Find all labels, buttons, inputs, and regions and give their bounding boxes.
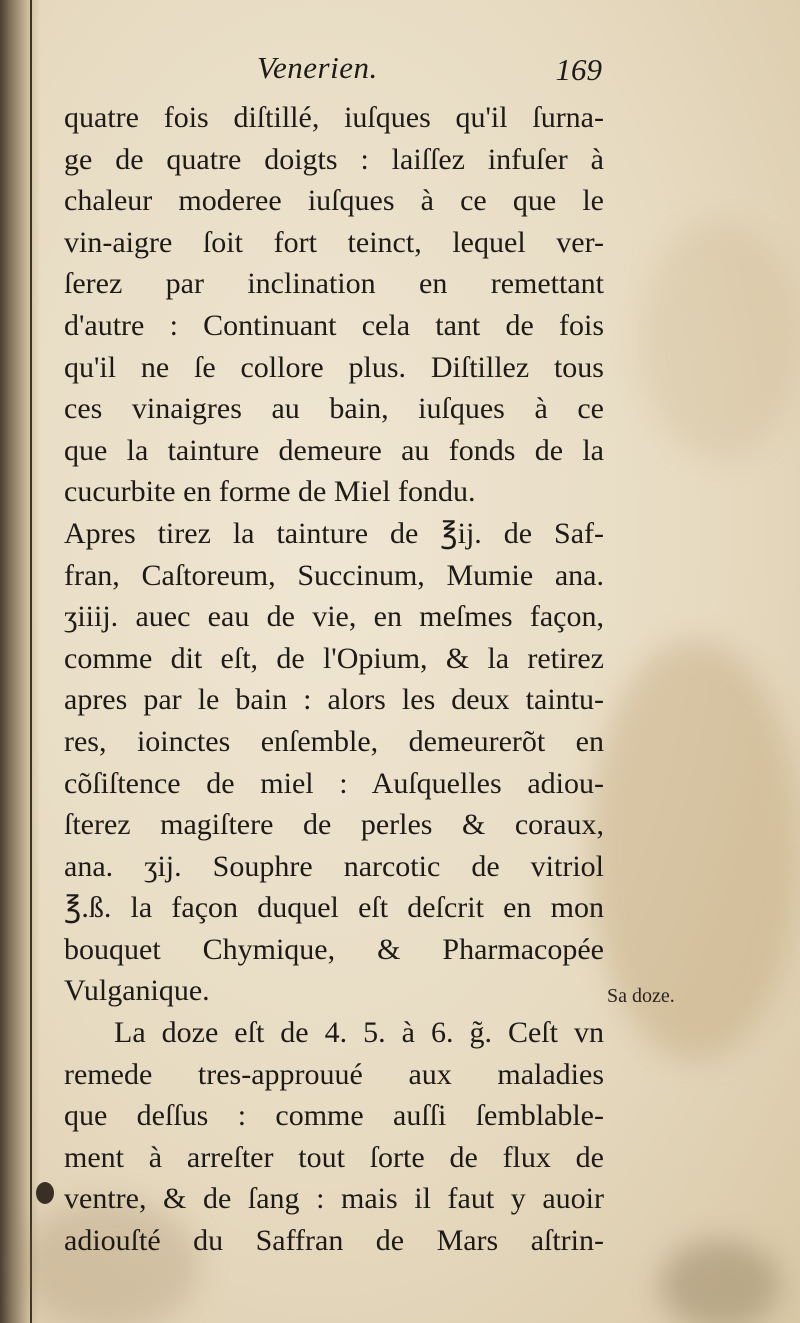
book-spine-shadow [0, 0, 40, 1323]
foxing-stain [640, 220, 800, 460]
foxing-stain [660, 1240, 780, 1323]
page-header [62, 44, 602, 88]
page-edge [30, 0, 32, 1323]
text-line: que deſſus : comme auſſi ſemblable- [64, 1099, 604, 1133]
text-line: cucurbite en forme de Miel fondu. [64, 475, 476, 509]
text-line: Apres tirez la tainture de ℥ij. de Saf- [64, 516, 604, 550]
text-line: d'autre : Continuant cela tant de fois [64, 308, 604, 342]
text-line: fran, Caſtoreum, Succinum, Mumie ana. [64, 558, 604, 592]
text-line: apres par le bain : alors les deux taintu- [64, 683, 604, 717]
text-line: ſerez par inclination en remettant [64, 267, 604, 301]
text-line: qu'il ne ſe collore plus. Diſtillez tous [64, 350, 604, 384]
text-line: Vulganique. [64, 974, 210, 1008]
text-line: vin-aigre ſoit fort teinct, lequel ver- [64, 225, 604, 259]
text-line: remede tres-approuué aux maladies [64, 1057, 604, 1091]
text-line: comme dit eſt, de l'Opium, & la retirez [64, 641, 604, 675]
page-number: 169 [555, 52, 602, 87]
body-text [64, 97, 604, 1262]
text-line: bouquet Chymique, & Pharmacopée [64, 932, 604, 966]
text-line: adiouſté du Saffran de Mars aſtrin- [64, 1224, 604, 1258]
text-line: que la tainture demeure au fonds de la [64, 433, 604, 467]
text-line: chaleur moderee iuſques à ce que le [64, 184, 604, 218]
text-line: ge de quatre doigts : laiſſez infuſer à [64, 142, 604, 176]
text-line: ʒiiij. auec eau de vie, en meſmes façon, [64, 600, 604, 634]
text-line: quatre fois diſtillé, iuſques qu'il ſurna- [64, 101, 604, 134]
running-head: Venerien. [257, 50, 378, 85]
text-line: ana. ʒij. Souphre narcotic de vitriol [64, 849, 604, 883]
marginal-note: Sa doze. [607, 985, 675, 1007]
text-line: ℥.ß. la façon duquel eſt deſcrit en mon [64, 891, 604, 925]
text-line: La doze eſt de 4. 5. à 6. g̃. Ceſt vn [114, 1016, 604, 1050]
text-line: cõſiſtence de miel : Auſquelles adiou- [64, 766, 604, 800]
text-line: ventre, & de ſang : mais il faut y auoir [64, 1182, 604, 1216]
text-line: ſterez magiſtere de perles & coraux, [64, 808, 604, 842]
text-line: res, ioinctes enſemble, demeurerõt en [64, 724, 604, 758]
ink-blot [36, 1182, 54, 1204]
text-line: ces vinaigres au bain, iuſques à ce [64, 392, 604, 426]
text-line: ment à arreſter tout ſorte de flux de [64, 1140, 604, 1174]
